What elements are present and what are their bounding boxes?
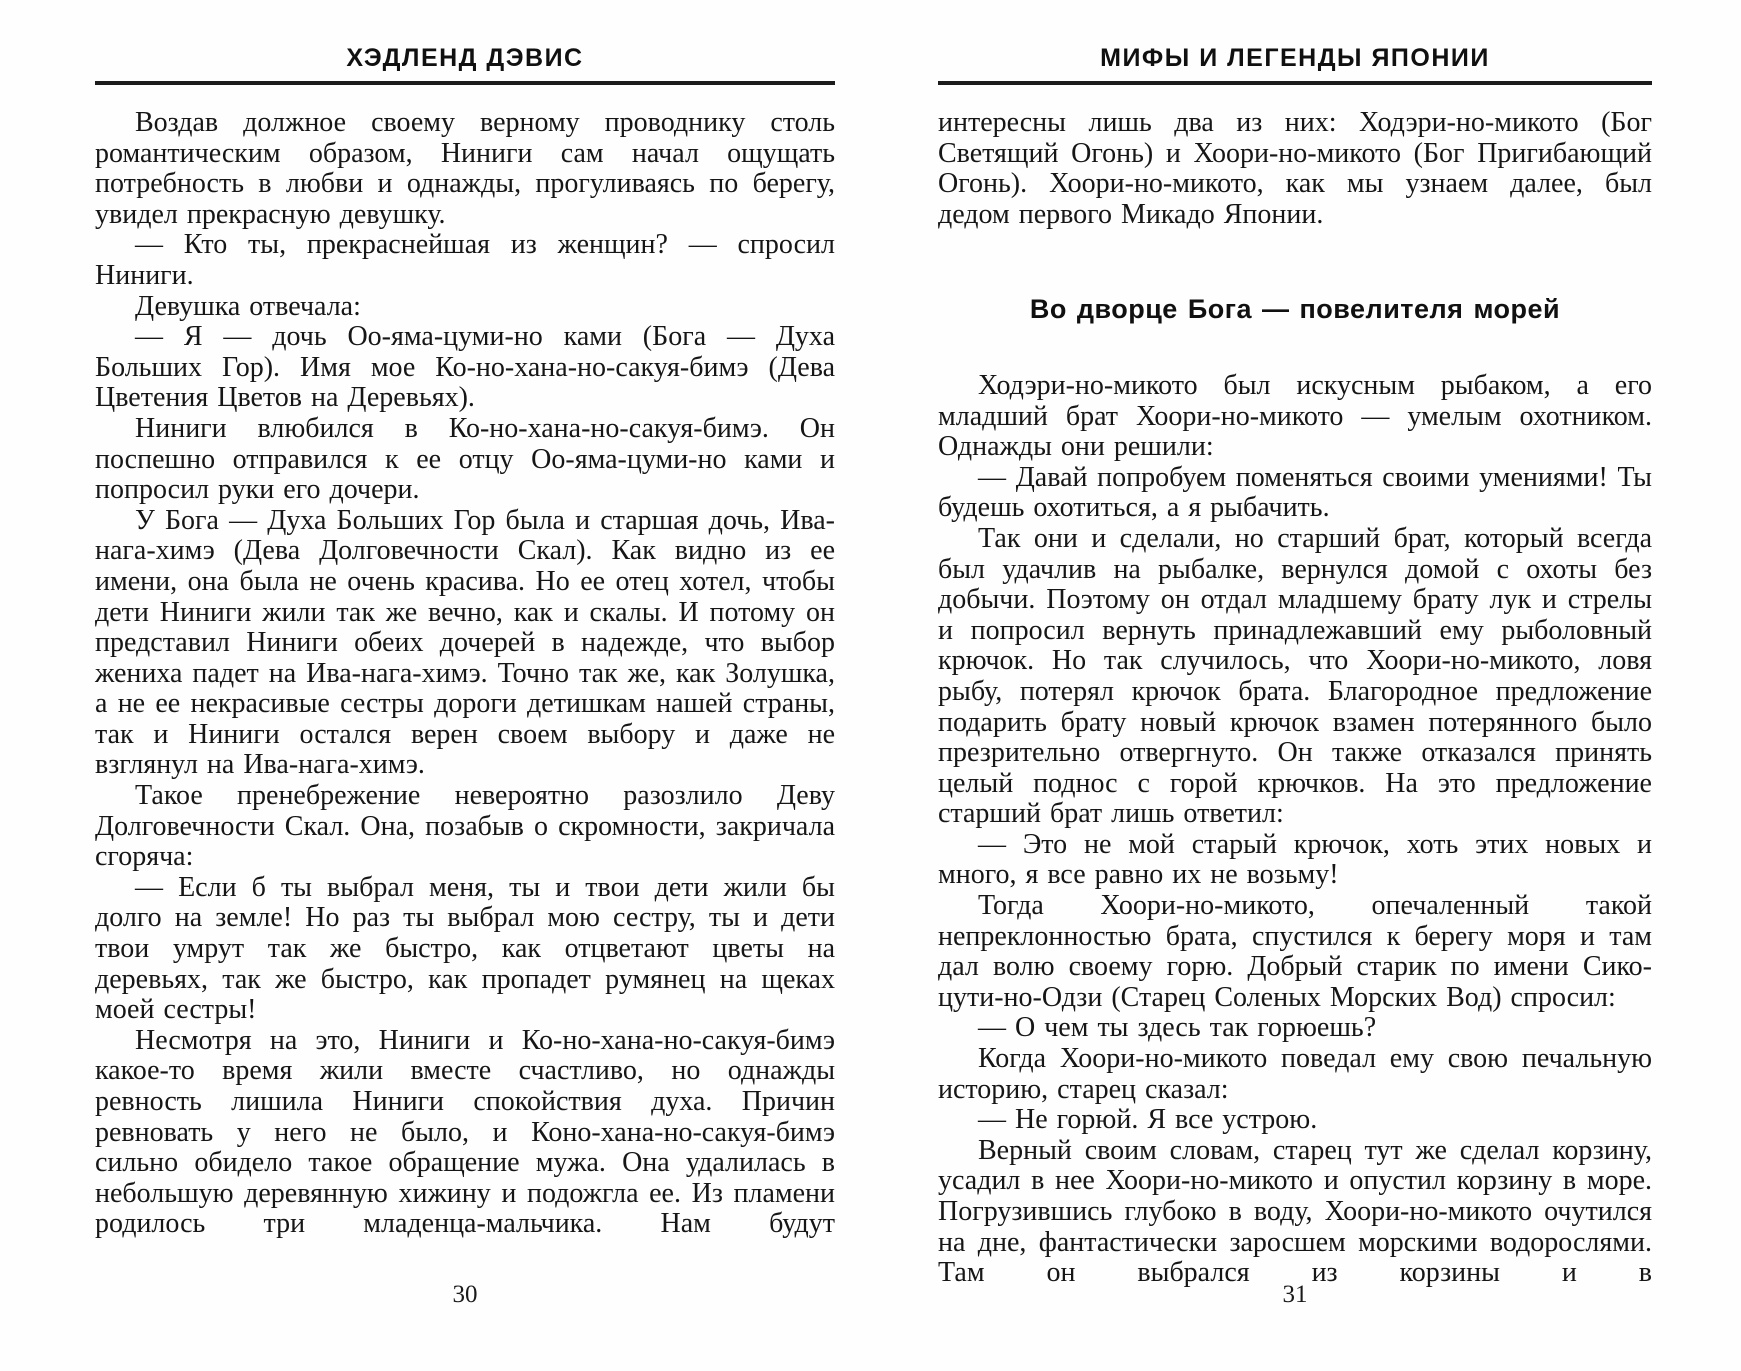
paragraph: Тогда Хоори-но-микото, опечаленный такой непреклонностью брата, спустился к берегу моря и там дал волю своему горю. Добрый старик по имени Сико-цути-но-Одзи (Старец Соленых Морских Вод) спросил: — [938, 890, 1652, 1013]
paragraph: Так они и сделали, но старший брат, который всегда был удачлив на рыбалке, вернулся домой с охоты без добычи. Поэтому он отдал младшему брату лук и стрелы и попросил вернуть принадлежавший ему рыболовный крючок. Но так случилось, что Хоори-но-микото, ловя рыбу, потерял крючок брата. Благородное предложение подарить брату новый крючок взамен потерянного было презрительно отвергнуто. Он также отказался принять целый поднос с горой крючков. На это предложение старший брат лишь ответил: — [938, 522, 1652, 830]
paragraph: Несмотря на это, Ниниги и Ко-но-хана-но-сакуя-бимэ какое-то время жили вместе счастливо, но однажды ревность лишила Ниниги спокойствия духа. Причин ревновать у него не было, и Коно-хана-но-сакуя-бимэ сильно обидело такое обращение мужа. Она удалилась в небольшую деревянную хижину и подожгла ее. Из пламени родилось три младенца-мальчика. Нам будут — [95, 1024, 835, 1240]
paragraph: — Если б ты выбрал меня, ты и твои дети жили бы долго на земле! Но раз ты выбрал мою сестру, ты и дети твои умрут так же быстро, как отцветают цветы на деревьях, так же быстро, как пропадет румянец на щеках моей сестры! — [95, 871, 835, 1026]
header-rule-left — [95, 81, 835, 85]
paragraph: Девушка отвечала: — [135, 290, 361, 322]
paragraph: Воздав должное своему верному проводнику столь романтическим образом, Ниниги сам начал ощущать потребность в любви и однажды, прогуливаясь по берегу, увидел прекрасную девушку. — [95, 107, 835, 230]
header-rule-right — [938, 81, 1652, 85]
running-head-left: ХЭДЛЕНД ДЭВИС — [346, 44, 584, 72]
right-page-body — [938, 108, 1652, 1289]
page-number-left: 30 — [452, 1281, 478, 1308]
paragraph: — О чем ты здесь так горюешь? — [978, 1012, 1377, 1044]
page-number-right: 31 — [1282, 1281, 1308, 1308]
running-head-right: МИФЫ И ЛЕГЕНДЫ ЯПОНИИ — [1100, 44, 1490, 72]
section-heading: Во дворце Бога — повелителя морей — [1029, 294, 1561, 325]
right-page — [938, 44, 1652, 1344]
paragraph: — Это не мой старый крючок, хоть этих новых и много, я все равно их не возьму! — [938, 828, 1652, 891]
left-page — [95, 44, 835, 1344]
paragraph: Такое пренебрежение невероятно разозлило Деву Долговечности Скал. Она, позабыв о скромности, закричала сгоряча: — [95, 780, 835, 873]
left-page-body — [95, 108, 835, 1240]
paragraph: — Я — дочь Оо-яма-цуми-но ками (Бога — Духа Больших Гор). Имя мое Ко-но-хана-но-сакуя-бимэ (Дева Цветения Цветов на Деревьях). — [95, 321, 835, 414]
paragraph: Ходэри-но-микото был искусным рыбаком, а его младший брат Хоори-но-микото — умелым охотником. Однажды они решили: — [938, 369, 1652, 463]
paragraph: интересны лишь два из них: Ходэри-но-микото (Бог Светящий Огонь) и Хоори-но-микото (Бог Пригибающий Огонь). Хоори-но-микото, как мы узнаем далее, был дедом первого Микадо Японии. — [938, 107, 1652, 230]
paragraph: Ниниги влюбился в Ко-но-хана-но-сакуя-бимэ. Он поспешно отправился к ее отцу Оо-яма-цуми-но ками и попросил руки его дочери. — [95, 412, 835, 506]
paragraph: Когда Хоори-но-микото поведал ему свою печальную историю, старец сказал: — [938, 1043, 1652, 1105]
paragraph: У Бога — Духа Больших Гор была и старшая дочь, Ива-нага-химэ (Дева Долговечности Скал). Как видно из ее имени, она была не очень красива. Но ее отец хотел, чтобы дети Ниниги жили так же вечно, как и скалы. И потому он представил Ниниги обеих дочерей в надежде, что выбор жениха падет на Ива-нага-химэ. Точно так же, как Золушка, а не ее некрасивые сестры дороги детишкам нашей страны, так и Ниниги остался верен своем выбору и даже не взглянул на Ива-нага-химэ. — [95, 504, 835, 781]
paragraph: — Не горюй. Я все устрою. — [978, 1104, 1318, 1136]
paragraph: Верный своим словам, старец тут же сделал корзину, усадил в нее Хоори-но-микото и опустил корзину в море. Погрузившись глубоко в воду, Хоори-но-микото очутился на дне, фантастически заросшем морскими водорослями. Там он выбрался из корзины и в — [938, 1134, 1652, 1289]
paragraph: — Кто ты, прекраснейшая из женщин? — спросил Ниниги. — [95, 229, 835, 291]
paragraph: — Давай попробуем поменяться своими умениями! Ты будешь охотиться, а я рыбачить. — [938, 461, 1652, 524]
